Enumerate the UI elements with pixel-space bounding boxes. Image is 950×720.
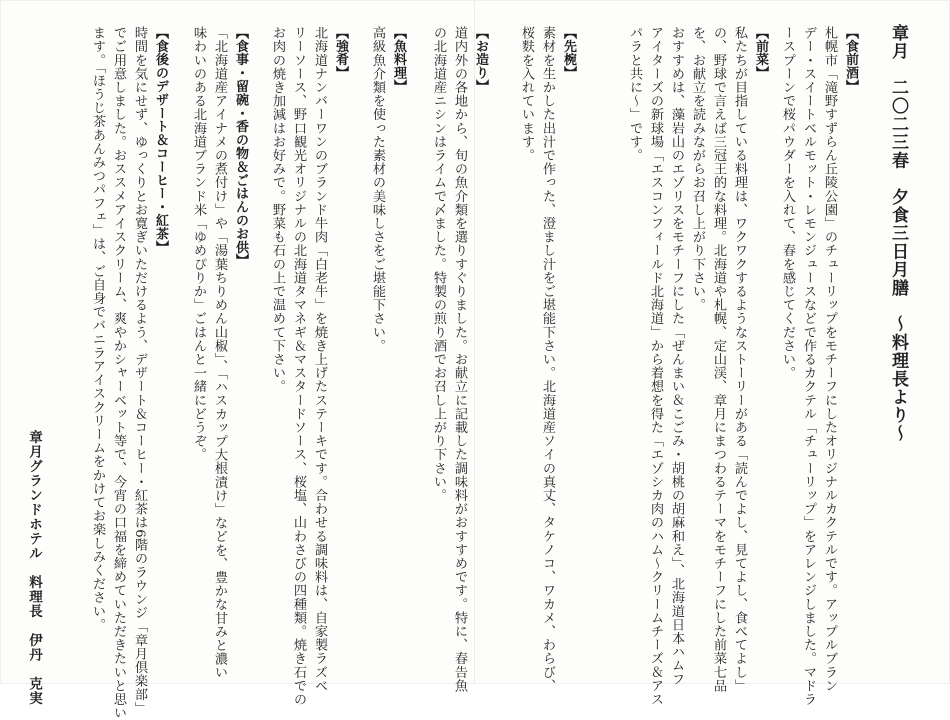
section-heading-soup: 【先椀】 [561, 26, 576, 80]
section-line: 素材を生かした出汁で作った、澄まし汁をご堪能下さい。北海道産ソイの真丈、タケノコ、ワカメ、わらび、 [540, 26, 555, 693]
section-heading-aperitif: 【食前酒】 [843, 26, 858, 93]
section-line: の北海道産ニシンはライムで〆ました。特製の煎り酒でお召し上がり下さい。 [431, 26, 446, 502]
section-line: を、お献立を読みながらお召し上がり下さい。 [690, 26, 705, 312]
section-line: 札幌市「滝野すずらん丘陵公園」のチューリップをモチーフにしたオリジナルカクテルです。アップルブラン [822, 26, 837, 693]
section-heading-dessert: 【食後のデザート＆コーヒー・紅茶】 [153, 26, 168, 254]
section-line: 桜麩を入れています。 [519, 26, 534, 162]
section-line: デー・スイートベルモット・レモンジュースなどで作るカクテル「チューリップ」をアレンジしました。マドラ [801, 26, 816, 706]
section-line: 道内外の各地から、旬の魚介類を選りすぐりました。お献立に記載した調味料がおすすめです。特に、春告魚 [452, 26, 467, 693]
chef-signature: 章月グランドホテル 料理長 伊丹 克実 [26, 430, 42, 706]
section-line: の、野球で言えば三冠王的な料理。北海道や札幌、定山渓、章月にまつわるテーマをモチーフにした前菜七品 [711, 26, 726, 693]
section-heading-sashimi: 【お造り】 [473, 26, 488, 93]
section-line: 時間を気にせず、ゆっくりとお寛ぎいただけるよう、デザート＆コーヒー・紅茶は6階のラウンジ「章月倶楽部」 [132, 26, 147, 715]
section-line: リーソース、野口観光オリジナルの北海道タマネギ＆マスタードソース、桜塩、山わさびの四種類。焼き石での [291, 26, 306, 706]
section-heading-appetizer: 【前菜】 [753, 26, 768, 80]
section-line: 「北海道産アイナメの煮付け」や「湯葉ちりめん山椒」、「ハスカップ大根漬け」などを、豊かな甘みと濃い [212, 26, 227, 680]
section-heading-main: 【強肴】 [333, 26, 348, 80]
section-heading-rice: 【食事・留碗・香の物＆ごはんのお供】 [233, 26, 248, 268]
section-heading-fish: 【魚料理】 [391, 26, 406, 93]
section-line: 私たちが目指している料理は、ワクワクするようなストーリーがある「読んでよし、見てよし、食べてよし」 [732, 26, 747, 693]
section-line: おすすめは、藻岩山のエゾリスをモチーフにした「ぜんまい＆こごみ・胡桃の胡麻和え」、北海道日本ハムフ [669, 26, 684, 686]
section-line: ます。「ほうじ茶あんみつパフェ」は、ご自身でバニラアイスクリームをかけてお楽しみください。 [90, 26, 105, 632]
section-line: 北海道ナンバーワンのブランド牛肉「白老牛」を焼き上げたステーキです。合わせる調味料は、自家製ラズベ [312, 26, 327, 693]
menu-title: 章月 二〇二三春 夕食三日月膳 ～料理長より～ [888, 24, 908, 443]
section-line: 高級魚介類を使った素材の美味しさをご堪能下さい。 [370, 26, 385, 353]
section-line: パラと共に～」です。 [627, 26, 642, 162]
section-line: 味わいのある北海道ブランド米「ゆめぴりか」ごはんと一緒にどうぞ。 [191, 26, 206, 462]
section-line: ースプーンで桜パウダーを入れて、春を感じてください。 [780, 26, 795, 380]
section-line: お肉の焼き加減はお好みで。野菜も石の上で温めて下さい。 [270, 26, 285, 394]
section-line: アイターズの新球場「エスコンフィールド北海道」から着想を得た「エゾシカ肉のハム～クリームチーズ＆アス [648, 26, 663, 706]
section-line: でご用意しました。おススメアイスクリーム、爽やかシャーベット等で、今宵の口福を締めていただきたいと思い [111, 26, 126, 720]
